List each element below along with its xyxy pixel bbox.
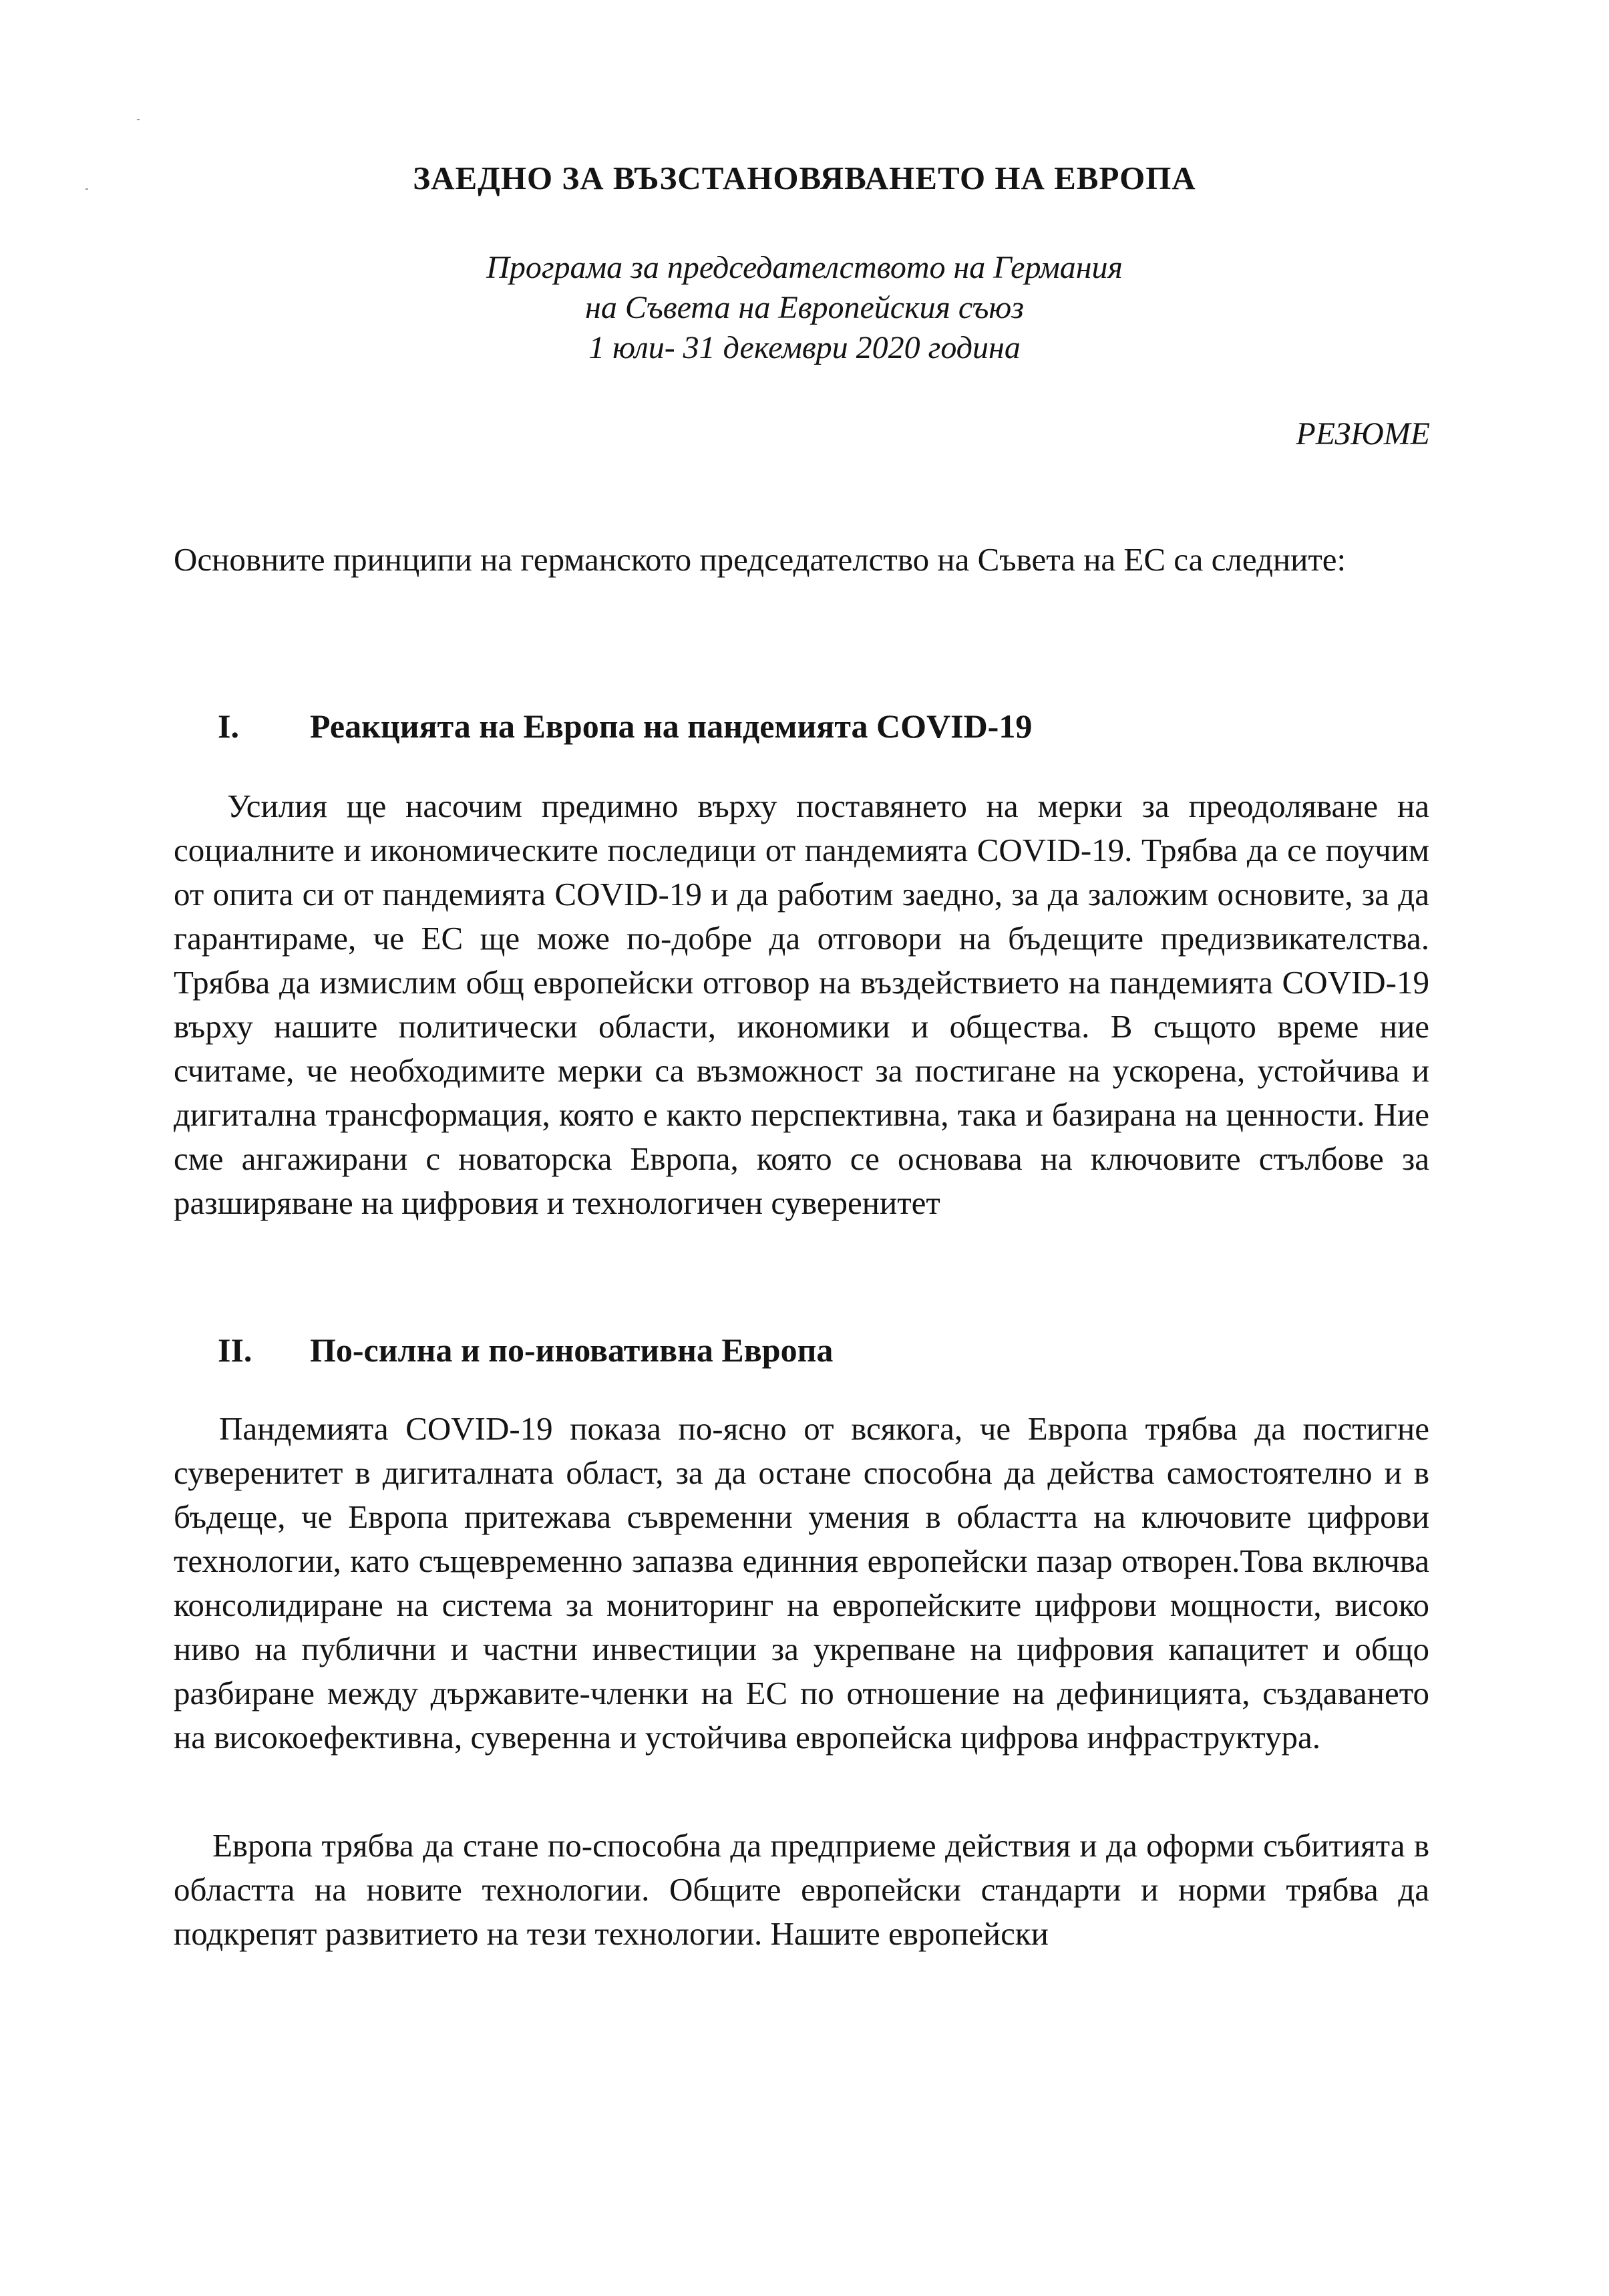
intro-paragraph: Основните принципи на германското председателство на Съвета на ЕС са следните: [174, 541, 1347, 578]
summary-label: РЕЗЮМЕ [1296, 416, 1430, 452]
section-2-number: II. [218, 1331, 252, 1369]
section-1-heading [218, 707, 1032, 746]
subtitle-line-1: Програма за председателството на Германия [486, 250, 1123, 285]
section-2-heading [218, 1331, 833, 1369]
subtitle-line-2: на Съвета на Европейския съюз [585, 290, 1024, 325]
section-1-number: I. [218, 707, 239, 745]
section-2-paragraph-2: Европа трябва да стане по-способна да предприеме действия и да оформи събитията в областта на новите технологии. Общите европейски стандарти и норми трябва да подкрепят развитието на тези технологии. Нашите европейски [174, 1827, 1429, 1952]
section-2-paragraph-1: Пандемията COVID-19 показа по-ясно от всякога, че Европа трябва да постигне суверенитет в дигиталната област, за да остане способна да действа самостоятелно и в бъдеще, че Европа притежава съвременни умения в областта на ключовите цифрови технологии, като същевременно запазва единния европейски пазар отворен.Това включва консолидиране на система за мониторинг на европейските цифрови мощности, високо ниво на публични и частни инвестиции за укрепване на цифровия капацитет и общо разбиране между държавите-членки на ЕС по отношение на дефиницията, създаването на високоефективна, суверенна и устойчива европейска цифрова инфраструктура. [174, 1410, 1429, 1756]
section-2-title: По-силна и по-иновативна Европа [310, 1331, 834, 1369]
scan-speck [137, 119, 140, 120]
section-1-title: Реакцията на Европа на пандемията COVID-19 [310, 707, 1033, 745]
section-1-paragraph: Усилия ще насочим предимно върху поставянето на мерки за преодоляване на социалните и икономическите последици от пандемията COVID-19. Трябва да се поучим от опита си от пандемията COVID-19 и да работим заедно, за да заложим основите, за да гарантираме, че ЕС ще може по-добре да отговори на бъдещите предизвикателства. Трябва да измислим общ европейски отговор на въздействието на пандемията COVID-19 върху нашите политически области, икономики и общества. В същото време ние считаме, че необходимите мерки са възможност за постигане на ускорена, устойчива и дигитална трансформация, която е както перспективна, така и базирана на ценности. Ние сме ангажирани с новаторска Европа, която се основава на ключовите стълбове за разширяване на цифровия и технологичен суверенитет [174, 788, 1429, 1221]
subtitle-line-3: 1 юли- 31 декември 2020 година [588, 330, 1021, 365]
document-title: ЗАЕДНО ЗА ВЪЗСТАНОВЯВАНЕТО НА ЕВРОПА [413, 160, 1196, 196]
